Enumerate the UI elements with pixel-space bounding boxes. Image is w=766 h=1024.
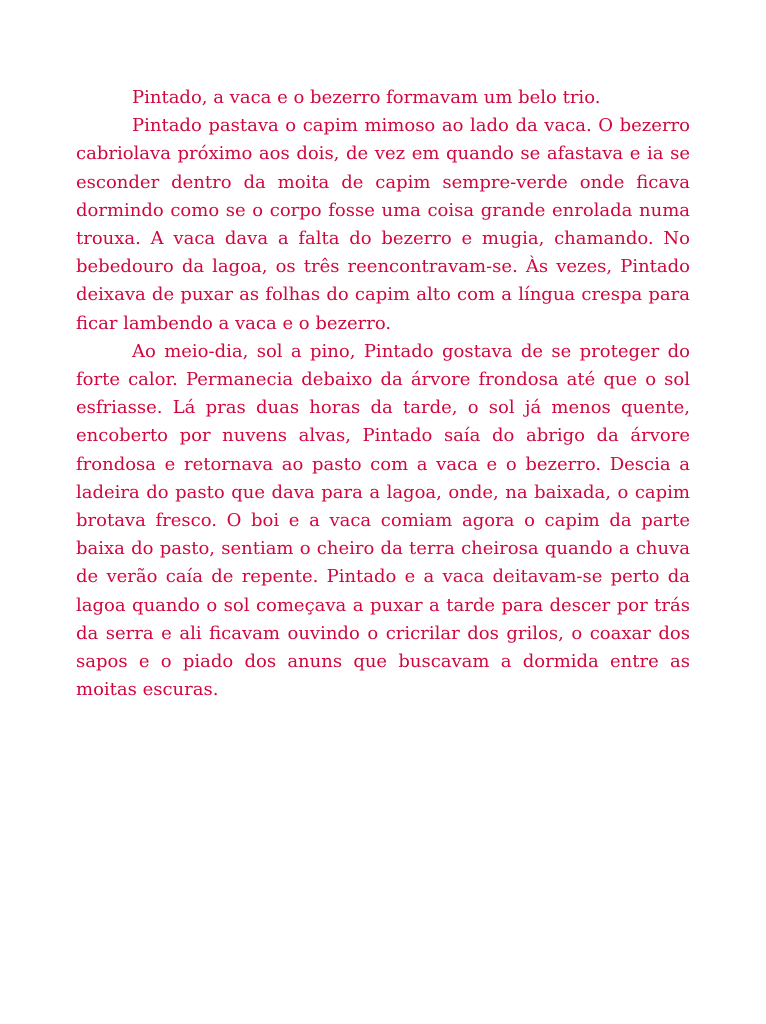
paragraph-1: Pintado, a vaca e o bezerro formavam um belo trio. xyxy=(132,87,601,108)
paragraph-2: Pintado pastava o capim mimoso ao lado da vaca. O bezerro cabriolava próximo aos dois, de vez em quando se afastava e ia se esconder dentro da moita de capim sempre-verde onde ficava dormindo como se o corpo fosse uma coisa grande enrolada numa trouxa. A vaca dava a falta do bezerro e mugia, chamando. No bebedouro da lagoa, os três reencontravam-se. Às vezes, Pintado deixava de puxar as folhas do capim alto com a língua crespa para ficar lambendo a vaca e o bezerro. xyxy=(76,115,690,334)
story-text xyxy=(76,84,690,704)
paragraph-3: Ao meio-dia, sol a pino, Pintado gostava de se proteger do forte calor. Permanecia debaixo da árvore frondosa até que o sol esfriasse. Lá pras duas horas da tarde, o sol já menos quente, encoberto por nuvens alvas, Pintado saía do abrigo da árvore frondosa e retornava ao pasto com a vaca e o bezerro. Descia a ladeira do pasto que dava para a lagoa, onde, na baixada, o capim brotava fresco. O boi e a vaca comiam agora o capim da parte baixa do pasto, sentiam o cheiro da terra cheirosa quando a chuva de verão caía de repente. Pintado e a vaca deitavam-se perto da lagoa quando o sol começava a puxar a tarde para descer por trás da serra e ali ficavam ouvindo o cricrilar dos grilos, o coaxar dos sapos e o piado dos anuns que buscavam a dormida entre as moitas escuras. xyxy=(76,340,690,701)
